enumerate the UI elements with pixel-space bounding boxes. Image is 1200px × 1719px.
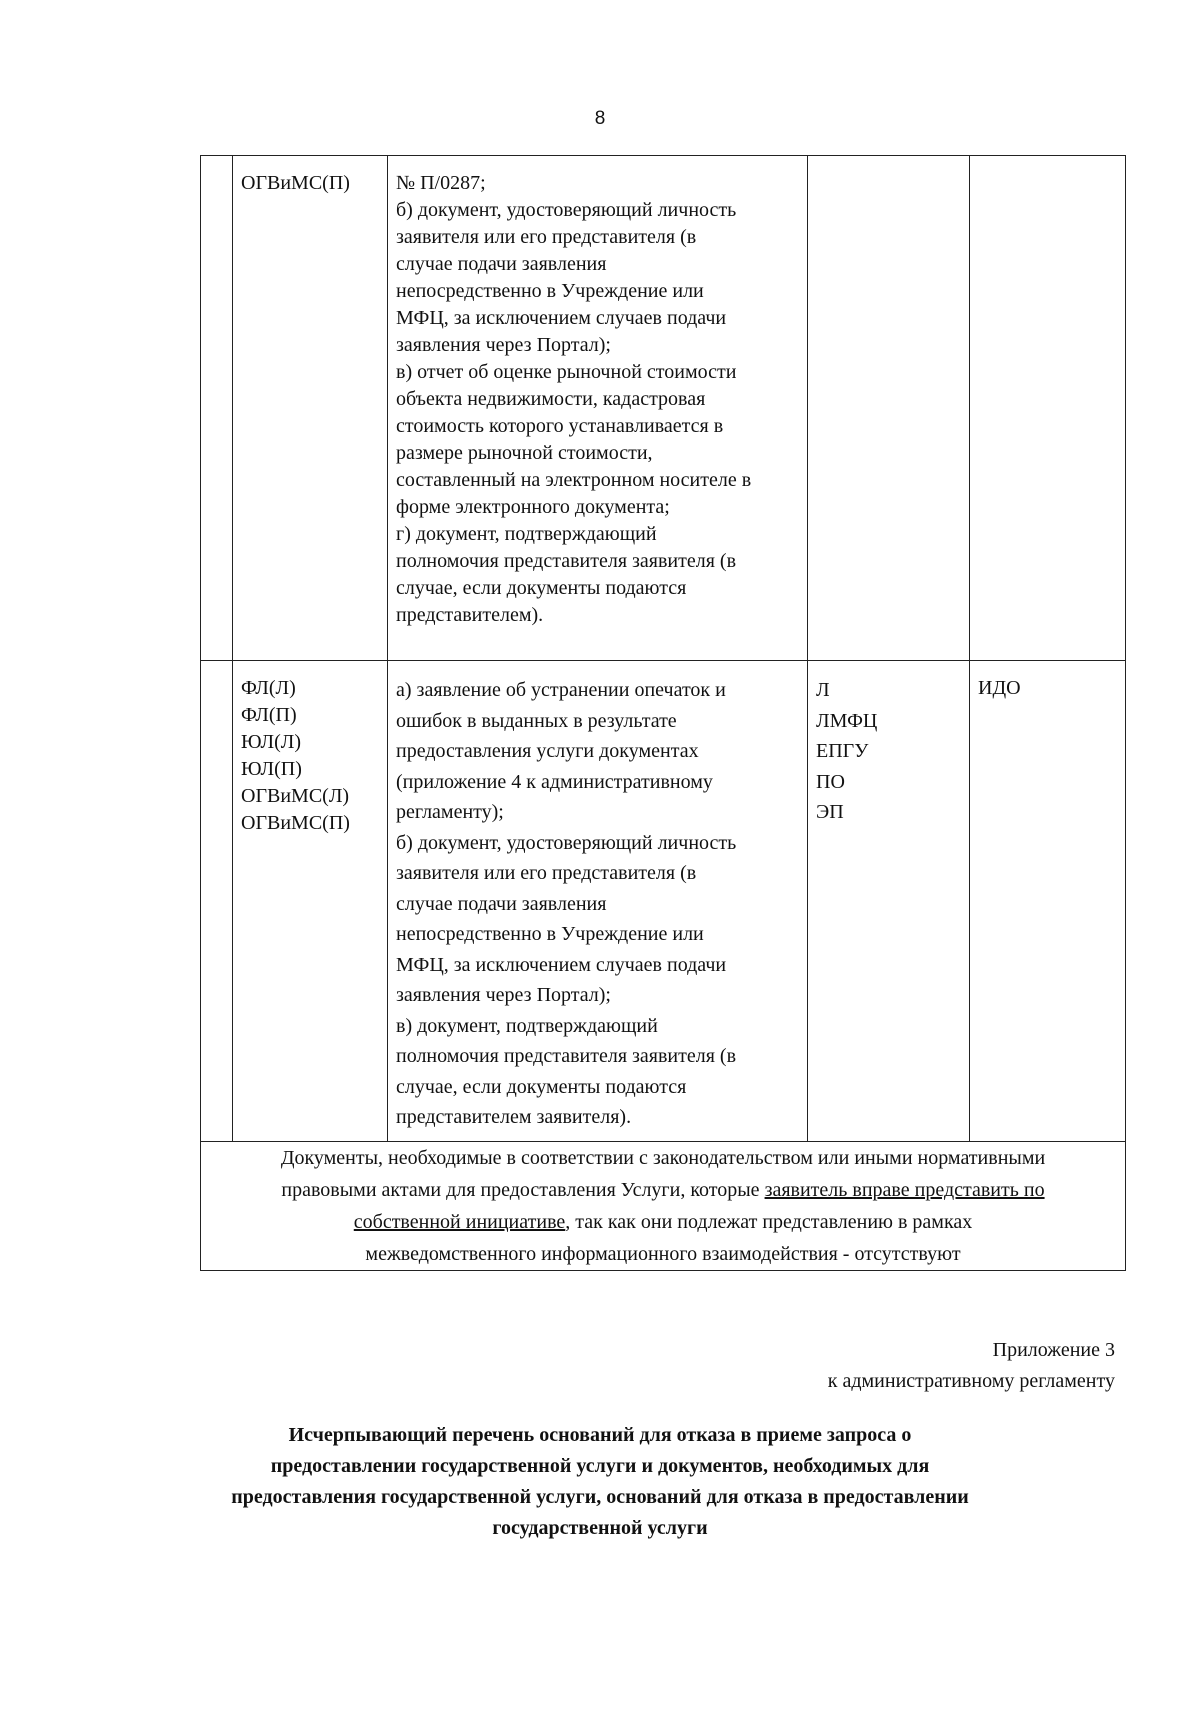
applicants-cell bbox=[233, 156, 388, 661]
row-number-cell bbox=[201, 661, 233, 1142]
document-line: случае подачи заявления bbox=[396, 253, 607, 275]
document-line: представителем). bbox=[396, 604, 544, 626]
applicant-code: ОГВиМС(Л) bbox=[241, 785, 350, 807]
documents-cell bbox=[388, 156, 808, 661]
document-line: полномочия представителя заявителя (в bbox=[396, 550, 737, 572]
document-line: непосредственно в Учреждение или bbox=[396, 923, 704, 945]
document-line: объекта недвижимости, кадастровая bbox=[396, 388, 706, 410]
document-line: б) документ, удостоверяющий личность bbox=[396, 831, 737, 854]
document-line: заявителя или его представителя (в bbox=[396, 226, 697, 248]
document-line: заявления через Портал); bbox=[396, 984, 611, 1006]
document-line: ошибок в выданных в результате bbox=[396, 709, 677, 732]
applicant-code: ОГВиМС(П) bbox=[241, 812, 350, 834]
footer-line bbox=[201, 1174, 1125, 1206]
result-cell bbox=[970, 661, 1126, 1142]
method-code: Л bbox=[816, 679, 830, 701]
footer-text: , так как они подлежат представлению в рамках bbox=[565, 1210, 973, 1233]
appendix-label: Приложение 3 bbox=[992, 1339, 1115, 1361]
method-code: ЛМФЦ bbox=[816, 709, 878, 732]
result-cell bbox=[970, 156, 1126, 661]
applicant-code: ФЛ(П) bbox=[241, 704, 297, 726]
documents-table bbox=[200, 155, 1126, 1271]
document-line: а) заявление об устранении опечаток и bbox=[396, 679, 726, 701]
title-line: предоставления государственной услуги, оснований для отказа в предоставлении bbox=[231, 1486, 969, 1508]
method-code: ПО bbox=[816, 770, 845, 793]
applicant-code: ФЛ(Л) bbox=[241, 677, 296, 699]
methods-cell bbox=[808, 661, 970, 1142]
document-line: б) документ, удостоверяющий личность bbox=[396, 199, 737, 221]
table-footer-row bbox=[201, 1141, 1126, 1270]
document-line: в) документ, подтверждающий bbox=[396, 1014, 658, 1037]
footer-note bbox=[201, 1141, 1126, 1270]
page-number: 8 bbox=[594, 108, 606, 129]
document-line: заявления через Портал); bbox=[396, 334, 611, 356]
documents-cell bbox=[388, 661, 808, 1142]
footer-line bbox=[201, 1206, 1125, 1238]
footer-line: Документы, необходимые в соответствии с законодательством или иными нормативными bbox=[280, 1146, 1046, 1169]
title-line: Исчерпывающий перечень оснований для отказа в приеме запроса о bbox=[288, 1424, 912, 1446]
document-line: случае, если документы подаются bbox=[396, 1075, 687, 1098]
result-code bbox=[970, 156, 1125, 178]
document-line: стоимость которого устанавливается в bbox=[396, 415, 724, 437]
applicant-code: ЮЛ(П) bbox=[241, 758, 302, 780]
applicant-code: ОГВиМС(П) bbox=[241, 172, 350, 194]
table-row bbox=[201, 661, 1126, 1142]
title-line: предоставлении государственной услуги и документов, необходимых для bbox=[270, 1455, 930, 1477]
document-line: МФЦ, за исключением случаев подачи bbox=[396, 953, 727, 976]
appendix-subtitle: к административному регламенту bbox=[827, 1370, 1115, 1392]
title-line: государственной услуги bbox=[492, 1517, 708, 1539]
document-line: непосредственно в Учреждение или bbox=[396, 280, 704, 302]
method-code: ЕПГУ bbox=[816, 740, 869, 762]
table-row bbox=[201, 156, 1126, 661]
document-line: регламенту); bbox=[396, 801, 504, 823]
row-number-cell bbox=[201, 156, 233, 661]
document-line: заявителя или его представителя (в bbox=[396, 862, 697, 884]
document-line: г) документ, подтверждающий bbox=[396, 523, 657, 545]
document-line: полномочия представителя заявителя (в bbox=[396, 1045, 737, 1067]
underlined-text: заявитель вправе представить по bbox=[764, 1178, 1045, 1201]
applicants-cell bbox=[233, 661, 388, 1142]
document-line: размере рыночной стоимости, bbox=[396, 442, 653, 464]
document-line: составленный на электронном носителе в bbox=[396, 469, 752, 491]
methods-cell bbox=[808, 156, 970, 661]
document-line: в) отчет об оценке рыночной стоимости bbox=[396, 361, 737, 383]
document-line: (приложение 4 к административному bbox=[396, 770, 713, 793]
document-line: № П/0287; bbox=[396, 172, 486, 194]
document-line: случае, если документы подаются bbox=[396, 577, 687, 599]
applicant-code: ЮЛ(Л) bbox=[241, 731, 302, 753]
underlined-text: собственной инициативе bbox=[353, 1210, 566, 1233]
document-line: предоставления услуги документах bbox=[396, 740, 699, 762]
result-code: ИДО bbox=[978, 677, 1021, 699]
appendix-header bbox=[828, 1335, 1115, 1397]
document-line: представителем заявителя). bbox=[396, 1106, 632, 1128]
footer-text: правовыми актами для предоставления Услуги, которые bbox=[281, 1178, 765, 1201]
document-line: случае подачи заявления bbox=[396, 892, 607, 915]
method-code: ЭП bbox=[816, 801, 844, 823]
document-line: МФЦ, за исключением случаев подачи bbox=[396, 307, 727, 329]
footer-line: межведомственного информационного взаимодействия - отсутствуют bbox=[365, 1242, 961, 1265]
document-line: форме электронного документа; bbox=[396, 496, 670, 518]
section-title bbox=[0, 1420, 1200, 1544]
